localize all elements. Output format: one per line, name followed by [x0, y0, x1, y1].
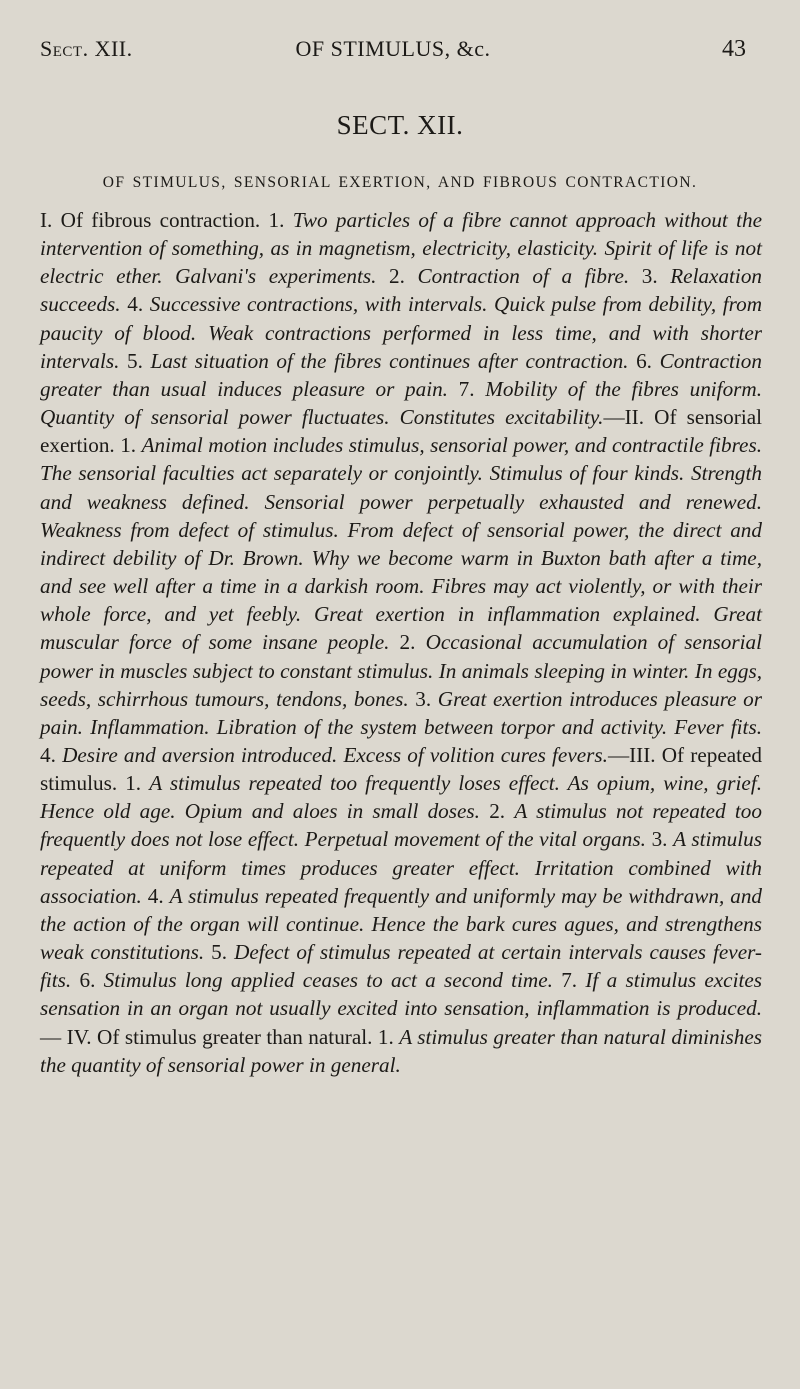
italic-text-run: Successive contractions, with intervals. Quick pulse from debility, from paucity of blood. Weak contractions performed in less time, and with shorter intervals.	[40, 292, 763, 373]
roman-text-run: 2.	[489, 799, 515, 824]
roman-text-run: 7.	[561, 968, 586, 993]
roman-text-run: 4.	[127, 292, 150, 317]
page-number: 43	[722, 36, 746, 62]
roman-text-run: —II. Of sensorial exertion. 1.	[40, 405, 762, 458]
italic-text-run: Mobility of the fibres uniform. Quantity of sensorial power fluctuates. Constitutes excitability.	[40, 376, 763, 430]
roman-text-run: 4.	[147, 883, 170, 908]
roman-text-run: 3.	[641, 264, 671, 289]
italic-text-run: Contraction of a fibre.	[417, 264, 642, 289]
italic-text-run: Relaxation succeeds.	[40, 264, 763, 317]
italic-text-run: Animal motion includes stimulus, sensorial power, and contractile fibres. The sensorial faculties act separately or conjointly. Stimulus of four kinds. Strength and weakness defined. Sensorial power perpetually exhausted and renewed. Weakness from defect of stimulus. From defect of sensorial power, the direct and indirect debility of Dr. Brown. Why we become warm in Buxton bath after a time, and see well after a time in a darkish room. Fibres may act violently, or with their whole force, and yet feebly. Great exertion in inflammation explained. Great muscular force of some insane people.	[40, 433, 762, 655]
italic-text-run: Occasional accumulation of sensorial power in muscles subject to constant stimulus. In animals sleeping in winter. In eggs, seeds, schirrhous tumours, tendons, bones.	[40, 630, 762, 711]
running-head-section: Sect. XII.	[40, 36, 133, 61]
italic-text-run: A stimulus greater than natural diminishes the quantity of sensorial power in general.	[40, 1024, 762, 1077]
roman-text-run: — IV. Of stimulus greater than natural. 1.	[40, 1024, 400, 1049]
roman-text-run: 2.	[399, 630, 426, 655]
roman-text-run: 7.	[458, 376, 486, 401]
roman-text-run: I. Of fibrous contraction. 1.	[40, 208, 293, 232]
roman-text-run: 3.	[651, 827, 674, 852]
section-subtitle: OF STIMULUS, SENSORIAL EXERTION, AND FIBROUS CONTRACTION.	[102, 174, 698, 191]
roman-text-run: 5.	[211, 940, 235, 965]
italic-text-run: Great exertion introduces pleasure or pain. Inflammation. Libration of the system between torpor and activity. Fever fits.	[40, 686, 762, 739]
roman-text-run: —III. Of repeated stimulus. 1.	[40, 742, 763, 796]
italic-text-run: A stimulus repeated at uniform times produces greater effect. Irritation combined with association.	[40, 827, 762, 908]
italic-text-run: Last situation of the fibres continues after contraction.	[150, 348, 637, 373]
section-summary-paragraph	[40, 206, 762, 1079]
italic-text-run: Desire and aversion introduced. Excess of volition cures fevers.	[62, 742, 608, 767]
roman-text-run: 6.	[79, 968, 104, 993]
roman-text-run: 3.	[415, 686, 438, 711]
italic-text-run: Two particles of a fibre cannot approach without the intervention of something, as in magnetism, electricity, elasticity. Spirit of life is not electric ether. Galvani's experiments.	[40, 208, 762, 289]
italic-text-run: Defect of stimulus repeated at certain intervals causes fever-fits.	[40, 940, 762, 993]
italic-text-run: Contraction greater than usual induces pleasure or pain.	[40, 348, 762, 401]
roman-text-run: 6.	[636, 348, 660, 373]
italic-text-run: Stimulus long applied ceases to act a second time.	[103, 968, 562, 993]
italic-text-run: A stimulus not repeated too frequently does not lose effect. Perpetual movement of the vital organs.	[40, 799, 762, 852]
roman-text-run: 5.	[127, 348, 151, 373]
running-head	[40, 34, 746, 64]
running-head-title: OF STIMULUS, &c.	[295, 36, 491, 61]
section-title: SECT. XII.	[336, 110, 464, 140]
roman-text-run: 4.	[40, 742, 63, 767]
italic-text-run: A stimulus repeated too frequently loses effect. As opium, wine, grief. Hence old age. Opium and aloes in small doses.	[40, 771, 762, 824]
roman-text-run: 2.	[388, 264, 418, 289]
italic-text-run: If a stimulus excites sensation in an organ not usually excited into sensation, inflammation is produced.	[40, 968, 763, 1021]
italic-text-run: A stimulus repeated frequently and uniformly may be withdrawn, and the action of the organ will continue. Hence the bark cures agues, and strengthens weak constitutions.	[40, 883, 763, 965]
